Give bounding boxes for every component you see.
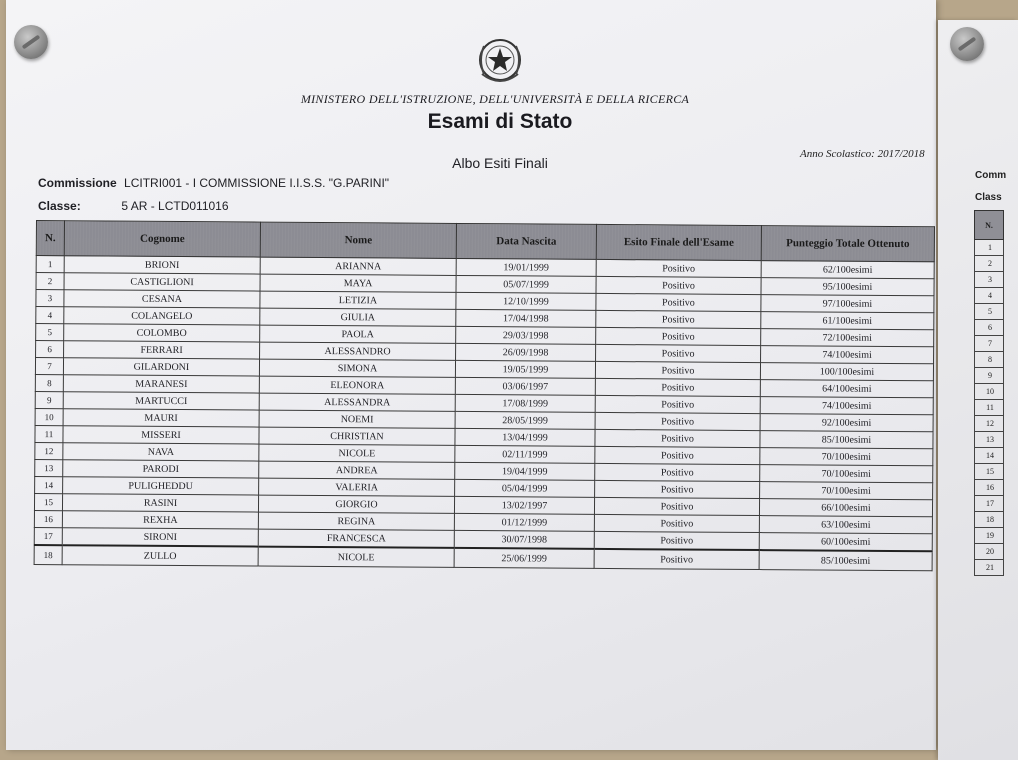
adjacent-table-row (975, 432, 1004, 448)
row-number: 14 (35, 476, 63, 493)
adjacent-table-row (975, 384, 1004, 400)
surname-cell: PARODI (63, 460, 259, 478)
score-cell: 74/100esimi (761, 346, 934, 364)
adjacent-table-row (975, 496, 1004, 512)
surname-cell: PULIGHEDDU (63, 477, 259, 495)
adjacent-row-number: 3 (975, 272, 1004, 288)
surname-cell: REXHA (62, 511, 258, 529)
outcome-cell: Positivo (595, 446, 760, 464)
surname-cell: COLANGELO (64, 307, 260, 325)
birth-date-cell: 13/04/1999 (455, 428, 595, 446)
adjacent-row-number: 4 (975, 288, 1004, 304)
adjacent-table-row (975, 448, 1004, 464)
name-cell: GIULIA (260, 308, 456, 326)
name-cell: ALESSANDRA (259, 393, 455, 411)
row-number: 18 (34, 545, 62, 565)
birth-date-cell: 05/07/1999 (456, 275, 596, 293)
thumbtack-icon (14, 25, 48, 59)
outcome-cell: Positivo (595, 412, 760, 430)
column-header-score: Punteggio Totale Ottenuto (761, 226, 934, 262)
surname-cell: CESANA (64, 290, 260, 308)
outcome-cell: Positivo (596, 344, 761, 362)
adjacent-table-row (975, 416, 1004, 432)
adjacent-table-row (975, 288, 1004, 304)
score-cell: 97/100esimi (761, 295, 934, 313)
outcome-cell: Positivo (595, 429, 760, 447)
outcome-cell: Positivo (596, 327, 761, 345)
class-label: Classe: (38, 199, 81, 213)
score-cell: 70/100esimi (760, 465, 933, 483)
row-number: 2 (36, 273, 64, 290)
score-cell: 60/100esimi (759, 533, 932, 552)
birth-date-cell: 12/10/1999 (456, 292, 596, 310)
adjacent-row-number: 8 (975, 352, 1004, 368)
surname-cell: MARANESI (63, 375, 259, 393)
outcome-cell: Positivo (596, 276, 761, 294)
outcome-cell: Positivo (596, 259, 761, 277)
name-cell: ANDREA (259, 461, 455, 479)
surname-cell: COLOMBO (64, 324, 260, 342)
outcome-cell: Positivo (595, 361, 760, 379)
name-cell: SIMONA (259, 359, 455, 377)
score-cell: 62/100esimi (761, 261, 934, 279)
adjacent-table-row (975, 560, 1004, 576)
adjacent-table-row (975, 464, 1004, 480)
outcome-cell: Positivo (595, 480, 760, 498)
score-cell: 92/100esimi (760, 414, 933, 432)
adjacent-commission-fragment: Comm (975, 170, 1007, 181)
row-number: 1 (36, 256, 64, 273)
adjacent-table-row (975, 368, 1004, 384)
adjacent-class-fragment: Class (975, 192, 1002, 203)
name-cell: NICOLE (259, 444, 455, 462)
surname-cell: FERRARI (64, 341, 260, 359)
adjacent-row-number: 6 (975, 320, 1004, 336)
row-number: 13 (35, 459, 63, 476)
birth-date-cell: 13/02/1997 (454, 496, 594, 514)
row-number: 6 (36, 341, 64, 358)
score-cell: 100/100esimi (760, 363, 933, 381)
outcome-cell: Positivo (594, 531, 759, 550)
outcome-cell: Positivo (596, 310, 761, 328)
adjacent-table-row (975, 352, 1004, 368)
row-number: 5 (36, 324, 64, 341)
birth-date-cell: 17/08/1999 (455, 394, 595, 412)
adjacent-row-number: 13 (975, 432, 1004, 448)
outcome-cell: Positivo (595, 395, 760, 413)
adjacent-table-row (975, 240, 1004, 256)
row-number: 11 (35, 425, 63, 442)
adjacent-row-number: 11 (975, 400, 1004, 416)
adjacent-row-number: 10 (975, 384, 1004, 400)
birth-date-cell: 01/12/1999 (454, 513, 594, 531)
adjacent-table-row (975, 480, 1004, 496)
class-value: 5 AR - LCTD011016 (121, 199, 229, 213)
adjacent-table-row (975, 400, 1004, 416)
school-year: Anno Scolastico: 2017/2018 (800, 148, 925, 160)
name-cell: LETIZIA (260, 291, 456, 309)
adjacent-row-number: 16 (975, 480, 1004, 496)
row-number: 15 (34, 493, 62, 510)
adjacent-row-number: 19 (975, 528, 1004, 544)
adjacent-table-row (975, 320, 1004, 336)
adjacent-header-number: N. (975, 211, 1004, 240)
column-header-surname: Cognome (64, 221, 260, 257)
row-number: 10 (35, 408, 63, 425)
italian-republic-emblem-icon (474, 34, 526, 86)
adjacent-row-number: 20 (975, 544, 1004, 560)
score-cell: 61/100esimi (761, 312, 934, 330)
adjacent-row-number: 14 (975, 448, 1004, 464)
adjacent-row-number: 7 (975, 336, 1004, 352)
page-title: Esami di Stato (427, 110, 573, 133)
birth-date-cell: 02/11/1999 (455, 445, 595, 463)
name-cell: PAOLA (260, 325, 456, 343)
name-cell: MAYA (260, 274, 456, 292)
outcome-cell: Positivo (594, 514, 759, 532)
name-cell: VALERIA (259, 478, 455, 496)
column-header-name: Nome (260, 222, 456, 258)
score-cell: 85/100esimi (759, 550, 932, 571)
row-number: 12 (35, 442, 63, 459)
score-cell: 70/100esimi (760, 448, 933, 466)
adjacent-row-number: 5 (975, 304, 1004, 320)
name-cell: REGINA (258, 512, 454, 530)
adjacent-table-row (975, 272, 1004, 288)
adjacent-row-number: 17 (975, 496, 1004, 512)
adjacent-row-number: 9 (975, 368, 1004, 384)
surname-cell: CASTIGLIONI (64, 273, 260, 291)
score-cell: 85/100esimi (760, 431, 933, 449)
surname-cell: RASINI (62, 494, 258, 512)
adjacent-row-number: 18 (975, 512, 1004, 528)
birth-date-cell: 29/03/1998 (456, 326, 596, 344)
name-cell: CHRISTIAN (259, 427, 455, 445)
page-subtitle: Albo Esiti Finali (452, 155, 548, 171)
row-number: 8 (35, 374, 63, 391)
row-number: 4 (36, 307, 64, 324)
birth-date-cell: 19/01/1999 (456, 258, 596, 276)
name-cell: ALESSANDRO (260, 342, 456, 360)
score-cell: 64/100esimi (760, 380, 933, 398)
score-cell: 63/100esimi (759, 516, 932, 534)
surname-cell: BRIONI (64, 256, 260, 274)
surname-cell: NAVA (63, 443, 259, 461)
row-number: 3 (36, 290, 64, 307)
birth-date-cell: 19/04/1999 (455, 462, 595, 480)
adjacent-table-row (975, 304, 1004, 320)
surname-cell: ZULLO (62, 545, 258, 566)
column-header-outcome: Esito Finale dell'Esame (596, 224, 761, 260)
score-cell: 95/100esimi (761, 278, 934, 296)
adjacent-table-row (975, 528, 1004, 544)
adjacent-table-row (975, 512, 1004, 528)
adjacent-table (974, 210, 1004, 576)
name-cell: ELEONORA (259, 376, 455, 394)
row-number: 7 (35, 358, 63, 375)
surname-cell: GILARDONI (63, 358, 259, 376)
name-cell: NICOLE (258, 547, 454, 568)
ministry-name: MINISTERO DELL'ISTRUZIONE, DELL'UNIVERSITÀ E DELLA RICERCA (300, 92, 690, 106)
adjacent-row-number: 1 (975, 240, 1004, 256)
column-header-number: N. (36, 221, 64, 256)
birth-date-cell: 05/04/1999 (455, 479, 595, 497)
row-number: 9 (35, 391, 63, 408)
column-header-birth-date: Data Nascita (456, 223, 596, 259)
surname-cell: MARTUCCI (63, 392, 259, 410)
class-line (38, 199, 229, 213)
name-cell: ARIANNA (260, 257, 456, 275)
name-cell: NOEMI (259, 410, 455, 428)
outcome-cell: Positivo (596, 293, 761, 311)
birth-date-cell: 26/09/1998 (456, 343, 596, 361)
adjacent-table-row (975, 256, 1004, 272)
outcome-cell: Positivo (595, 463, 760, 481)
score-cell: 70/100esimi (760, 482, 933, 500)
row-number: 16 (34, 510, 62, 527)
surname-cell: SIRONI (62, 528, 258, 547)
thumbtack-icon (950, 27, 984, 61)
name-cell: GIORGIO (258, 495, 454, 513)
row-number: 17 (34, 527, 62, 545)
outcome-cell: Positivo (595, 378, 760, 396)
outcome-cell: Positivo (594, 497, 759, 515)
birth-date-cell: 19/05/1999 (455, 360, 595, 378)
commission-value: LCITRI001 - I COMMISSIONE I.I.S.S. "G.PARINI" (124, 176, 390, 190)
name-cell: FRANCESCA (258, 529, 454, 548)
commission-line (38, 176, 389, 190)
adjacent-row-number: 15 (975, 464, 1004, 480)
birth-date-cell: 28/05/1999 (455, 411, 595, 429)
adjacent-table-row (975, 544, 1004, 560)
surname-cell: MAURI (63, 409, 259, 427)
adjacent-row-number: 2 (975, 256, 1004, 272)
outcome-cell: Positivo (594, 549, 759, 570)
surname-cell: MISSERI (63, 426, 259, 444)
score-cell: 72/100esimi (761, 329, 934, 347)
commission-label: Commissione (38, 176, 117, 190)
adjacent-row-number: 21 (975, 560, 1004, 576)
score-cell: 66/100esimi (759, 499, 932, 517)
results-table (34, 220, 935, 571)
adjacent-table-row (975, 336, 1004, 352)
birth-date-cell: 17/04/1998 (456, 309, 596, 327)
birth-date-cell: 03/06/1997 (455, 377, 595, 395)
adjacent-row-number: 12 (975, 416, 1004, 432)
birth-date-cell: 25/06/1999 (454, 548, 594, 568)
birth-date-cell: 30/07/1998 (454, 530, 594, 548)
score-cell: 74/100esimi (760, 397, 933, 415)
